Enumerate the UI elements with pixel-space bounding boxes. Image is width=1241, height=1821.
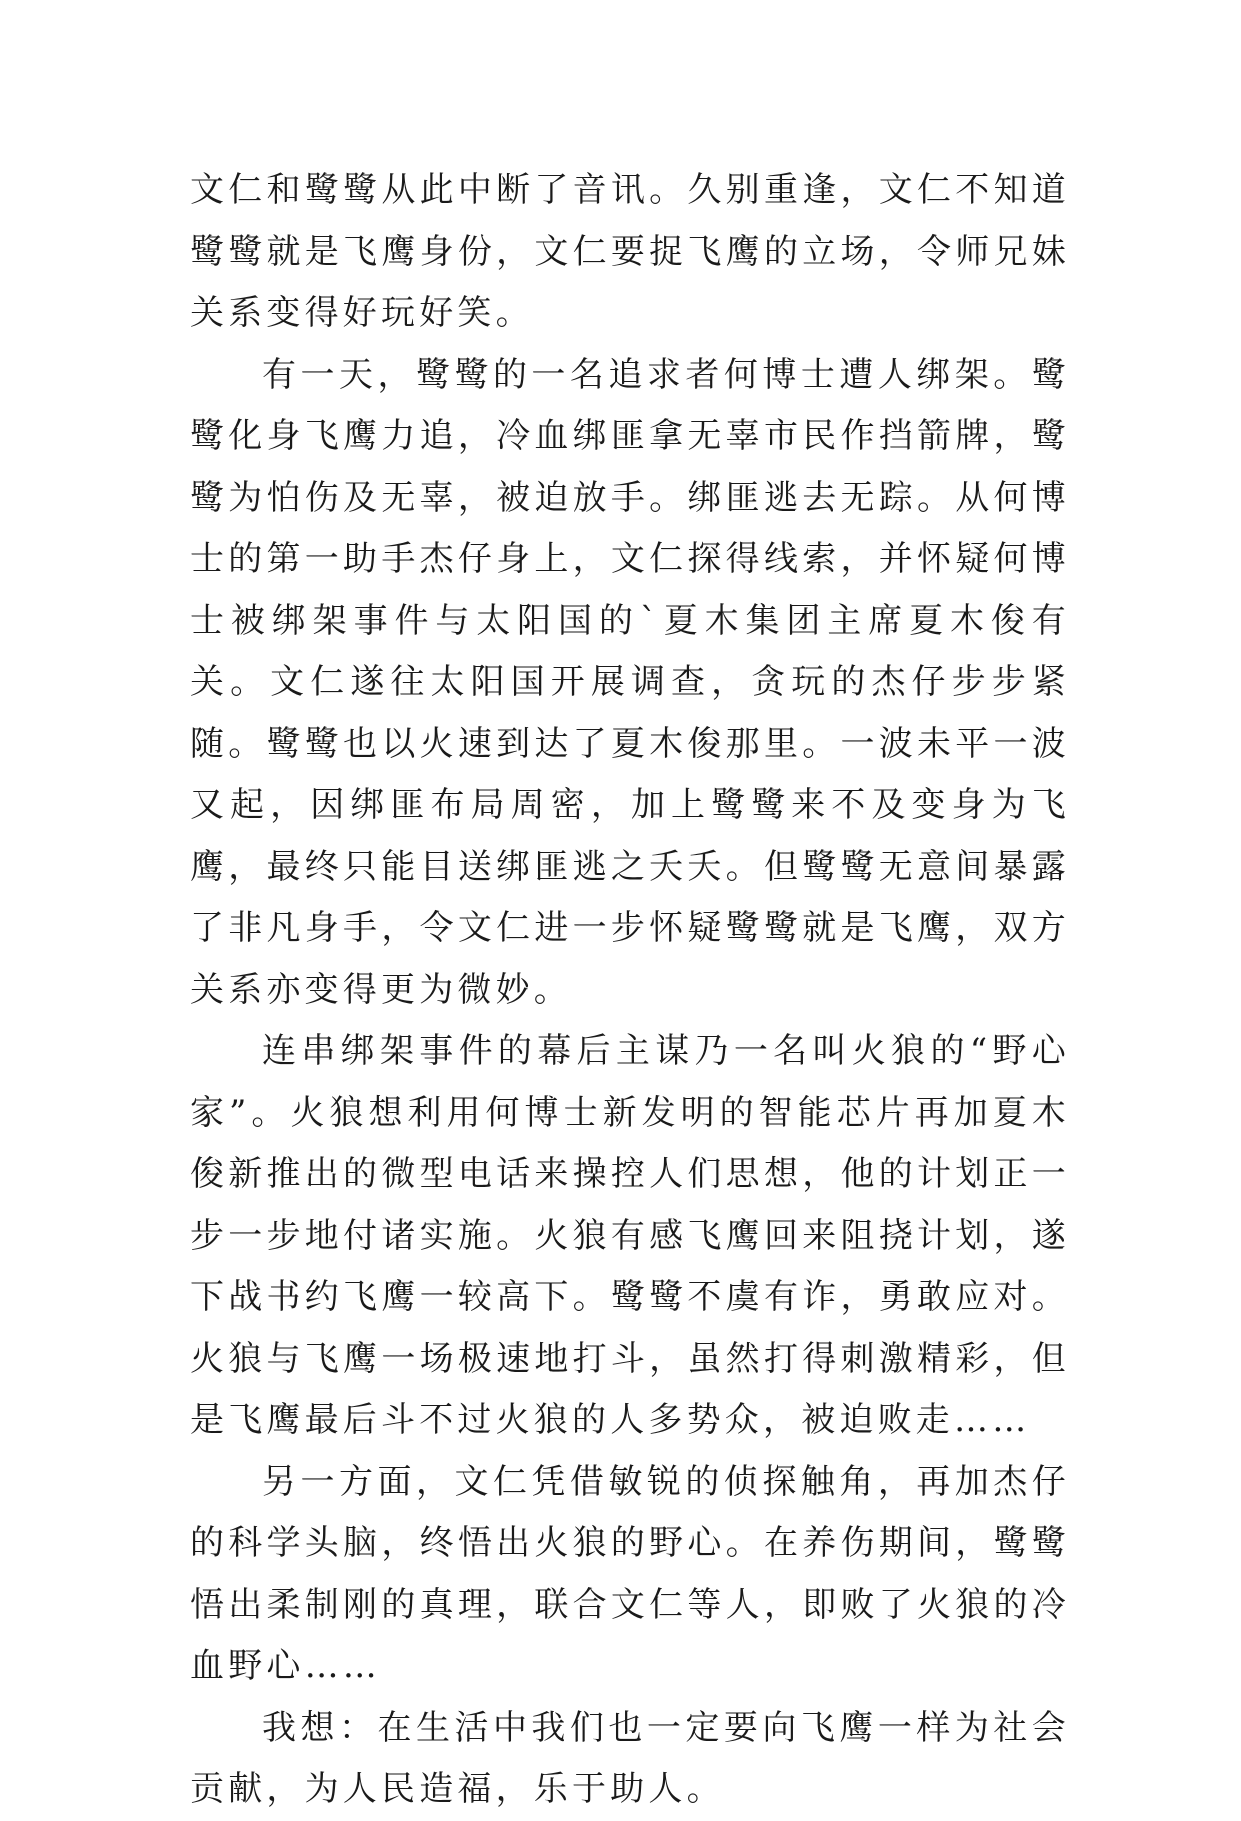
document-body	[190, 160, 1070, 1821]
paragraph-2: 有一天，鹭鹭的一名追求者何博士遭人绑架。鹭鹭化身飞鹰力追，冷血绑匪拿无辜市民作挡箭牌，鹭鹭为怕伤及无辜，被迫放手。绑匪逃去无踪。从何博士的第一助手杰仔身上，文仁探得线索，并怀疑何博士被绑架事件与太阳国的`夏木集团主席夏木俊有关。文仁遂往太阳国开展调查，贪玩的杰仔步步紧随。鹭鹭也以火速到达了夏木俊那里。一波未平一波又起，因绑匪布局周密，加上鹭鹭来不及变身为飞鹰，最终只能目送绑匪逃之夭夭。但鹭鹭无意间暴露了非凡身手，令文仁进一步怀疑鹭鹭就是飞鹰，双方关系亦变得更为微妙。	[190, 354, 1070, 1010]
paragraph-3: 连串绑架事件的幕后主谋乃一名叫火狼的“野心家”。火狼想利用何博士新发明的智能芯片再加夏木俊新推出的微型电话来操控人们思想，他的计划正一步一步地付诸实施。火狼有感飞鹰回来阻挠计划，遂下战书约飞鹰一较高下。鹭鹭不虞有诈，勇敢应对。火狼与飞鹰一场极速地打斗，虽然打得刺激精彩，但是飞鹰最后斗不过火狼的人多势众，被迫败走……	[190, 1031, 1070, 1440]
paragraph-5: 我想：在生活中我们也一定要向飞鹰一样为社会贡献，为人民造福，乐于助人。	[190, 1707, 1070, 1809]
paragraph-1: 文仁和鹭鹭从此中断了音讯。久别重逢，文仁不知道鹭鹭就是飞鹰身份，文仁要捉飞鹰的立场，令师兄妹关系变得好玩好笑。	[190, 170, 1070, 333]
paragraph-4: 另一方面，文仁凭借敏锐的侦探触角，再加杰仔的科学头脑，终悟出火狼的野心。在养伤期间，鹭鹭悟出柔制刚的真理，联合文仁等人，即败了火狼的冷血野心……	[190, 1461, 1070, 1686]
